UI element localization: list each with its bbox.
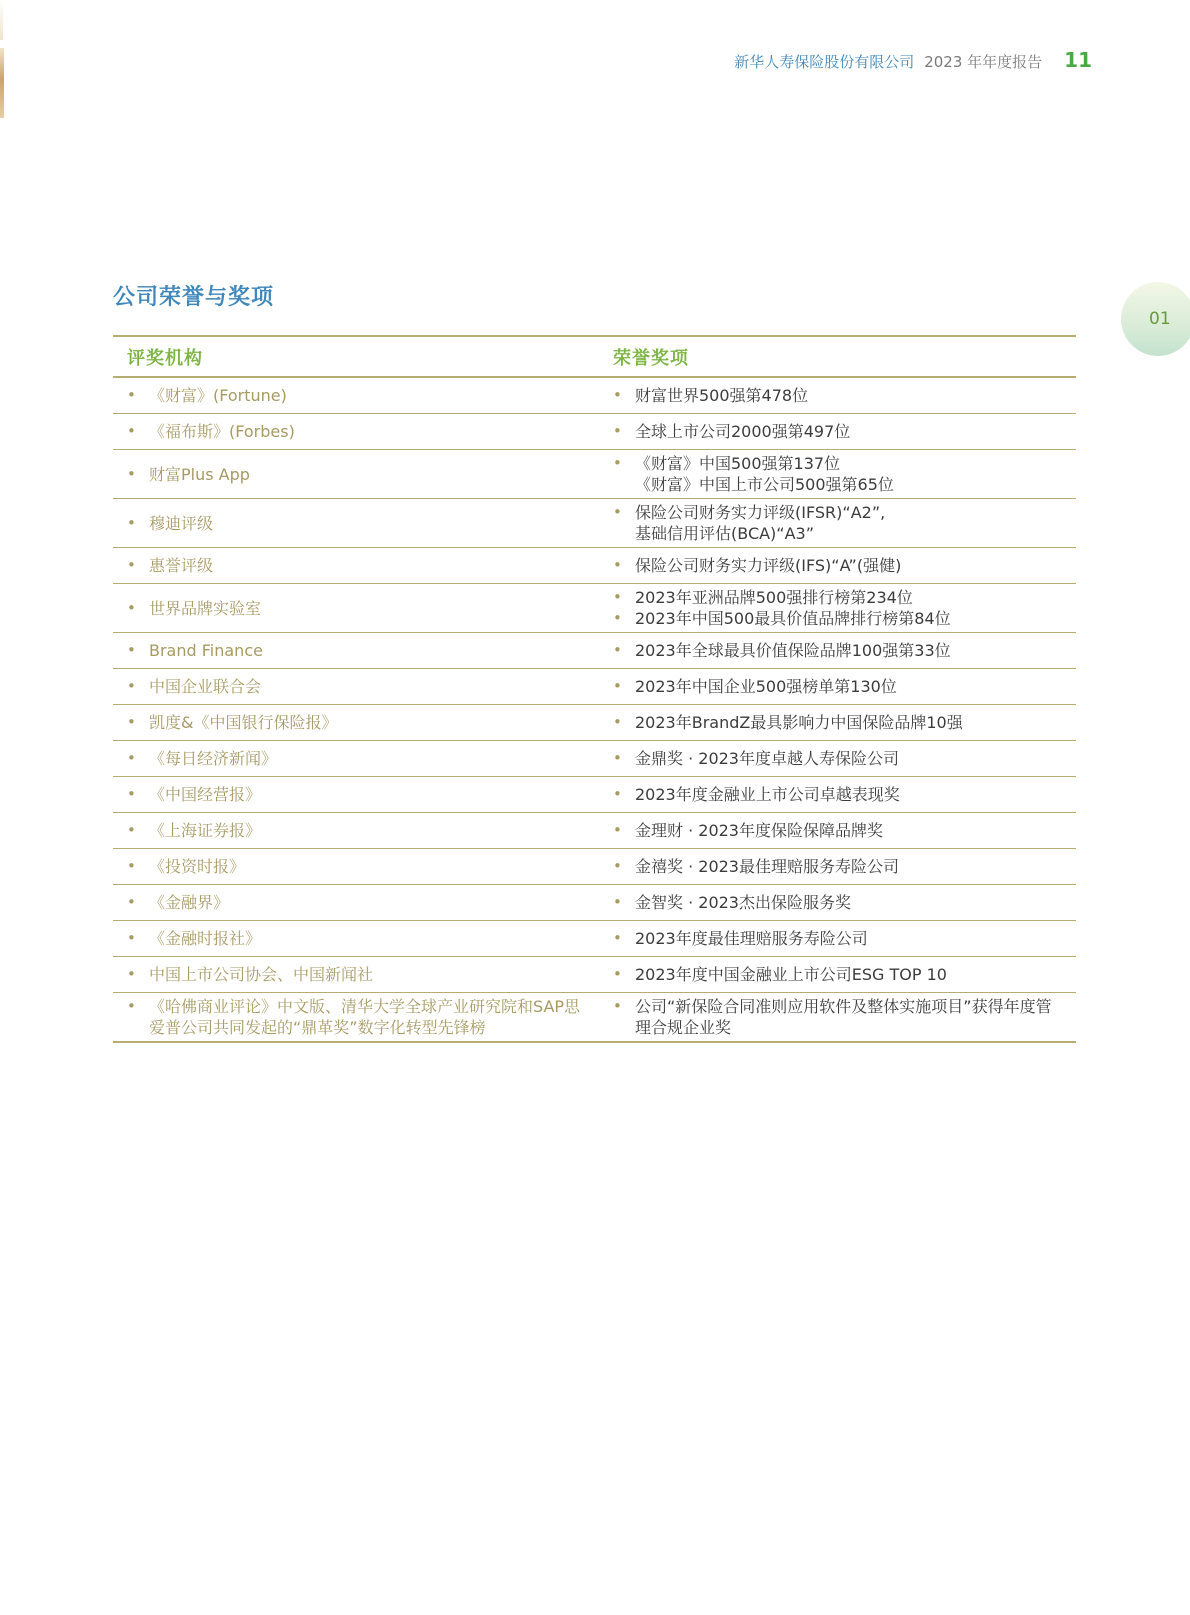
table-row [113, 669, 1076, 705]
award-cell [599, 669, 1076, 704]
table-row [113, 741, 1076, 777]
award-text [635, 587, 1076, 608]
table-row [113, 378, 1076, 414]
page-header [734, 48, 1092, 72]
table-row [113, 548, 1076, 584]
list-item [613, 502, 1076, 544]
list-item [613, 928, 1076, 949]
list-item [613, 856, 1076, 877]
chapter-tab[interactable] [1121, 282, 1190, 356]
organization-cell [113, 450, 593, 498]
table-row [113, 777, 1076, 813]
award-cell [599, 777, 1076, 812]
list-item [613, 385, 1076, 406]
award-text [635, 712, 1076, 733]
award-line: 2023年BrandZ最具影响力中国保险品牌10强 [635, 713, 963, 732]
table-row [113, 993, 1076, 1041]
organization-cell [113, 633, 593, 668]
table-body [113, 378, 1076, 1041]
table-row [113, 849, 1076, 885]
bullet-icon: • [613, 556, 622, 574]
list-item [127, 784, 593, 805]
bullet-icon: • [613, 454, 622, 472]
list-item [127, 464, 593, 485]
award-cell [599, 957, 1076, 992]
award-text [635, 676, 1076, 697]
header-company: 新华人寿保险股份有限公司 [734, 53, 915, 71]
bullet-icon: • [613, 997, 622, 1015]
list-item [127, 820, 593, 841]
bullet-icon: • [127, 749, 136, 767]
award-line: 2023年度中国金融业上市公司ESG TOP 10 [635, 965, 947, 984]
table-row [113, 705, 1076, 741]
organization-name: 《金融时报社》 [149, 929, 262, 948]
award-text [635, 748, 1076, 769]
organization-name: Brand Finance [149, 641, 263, 660]
organization-cell [113, 741, 593, 776]
organization-cell [113, 849, 593, 884]
organization-name: 《中国经营报》 [149, 785, 262, 804]
list-item [613, 587, 1076, 608]
table-row [113, 885, 1076, 921]
award-line: 2023年亚洲品牌500强排行榜第234位 [635, 588, 913, 607]
list-item [127, 856, 593, 877]
award-line: 《财富》中国上市公司500强第65位 [635, 475, 894, 494]
list-item [613, 996, 1076, 1038]
bullet-icon: • [613, 641, 622, 659]
award-line: 2023年中国企业500强榜单第130位 [635, 677, 897, 696]
award-line: 金智奖 · 2023杰出保险服务奖 [635, 893, 851, 912]
bullet-icon: • [613, 785, 622, 803]
organization-cell [113, 993, 593, 1041]
corner-decoration-top [0, 0, 3, 40]
organization-cell [113, 548, 593, 583]
award-line: 财富世界500强第478位 [635, 386, 809, 405]
organization-cell [113, 499, 593, 547]
list-item [127, 513, 593, 534]
bullet-icon: • [127, 821, 136, 839]
award-cell [599, 993, 1076, 1041]
award-cell [599, 450, 1076, 498]
award-cell [599, 741, 1076, 776]
award-text [635, 928, 1076, 949]
table-row [113, 499, 1076, 548]
list-item [613, 608, 1076, 629]
award-line: 金理财 · 2023年度保险保障品牌奖 [635, 821, 883, 840]
award-line: 保险公司财务实力评级(IFS)“A”(强健) [635, 556, 902, 575]
bullet-icon: • [127, 929, 136, 947]
bullet-icon: • [613, 609, 622, 627]
award-line: 《财富》中国500强第137位 [635, 454, 841, 473]
award-line: 基础信用评估(BCA)“A3” [635, 524, 815, 543]
award-text [635, 385, 1076, 406]
bullet-icon: • [127, 965, 136, 983]
table-row [113, 921, 1076, 957]
list-item [127, 555, 593, 576]
organization-cell [113, 378, 593, 413]
bullet-icon: • [127, 513, 136, 532]
bullet-icon: • [127, 556, 136, 574]
organization-name: 中国企业联合会 [149, 677, 262, 696]
list-item [127, 996, 593, 1038]
table-row [113, 957, 1076, 993]
bullet-icon: • [127, 785, 136, 803]
organization-name: 财富Plus App [149, 464, 250, 484]
bullet-icon: • [127, 386, 136, 404]
organization-cell [113, 669, 593, 704]
list-item [127, 598, 593, 619]
organization-name: 《上海证券报》 [149, 821, 262, 840]
award-text [635, 502, 1076, 544]
organization-cell [113, 885, 593, 920]
list-item [613, 820, 1076, 841]
organization-name: 中国上市公司协会、中国新闻社 [149, 965, 374, 984]
award-text [635, 892, 1076, 913]
organization-cell [113, 777, 593, 812]
list-item [613, 453, 1076, 495]
award-text [635, 608, 1076, 629]
bullet-icon: • [127, 422, 136, 440]
list-item [127, 892, 593, 913]
bullet-icon: • [127, 598, 136, 617]
award-line: 公司“新保险合同准则应用软件及整体实施项目”获得年度管理合规企业奖 [635, 997, 1052, 1037]
award-cell [599, 921, 1076, 956]
bullet-icon: • [127, 857, 136, 875]
award-text [635, 421, 1076, 442]
list-item [613, 712, 1076, 733]
award-text [635, 555, 1076, 576]
bullet-icon: • [613, 929, 622, 947]
award-cell [599, 885, 1076, 920]
list-item [613, 676, 1076, 697]
award-cell [599, 414, 1076, 449]
bullet-icon: • [613, 588, 622, 606]
list-item [613, 555, 1076, 576]
table-row [113, 813, 1076, 849]
organization-cell [113, 584, 593, 632]
header-organization: 评奖机构 [127, 347, 203, 369]
bullet-icon: • [127, 713, 136, 731]
bullet-icon: • [613, 821, 622, 839]
award-text [635, 996, 1076, 1038]
list-item [613, 748, 1076, 769]
list-item [127, 928, 593, 949]
award-text [635, 964, 1076, 985]
award-line: 全球上市公司2000强第497位 [635, 422, 851, 441]
bullet-icon: • [127, 464, 136, 483]
list-item [127, 676, 593, 697]
bullet-icon: • [127, 997, 136, 1015]
list-item [127, 712, 593, 733]
table-row [113, 584, 1076, 633]
table-row [113, 633, 1076, 669]
organization-cell [113, 414, 593, 449]
organization-name: 《每日经济新闻》 [149, 749, 278, 768]
organization-name: 《哈佛商业评论》中文版、清华大学全球产业研究院和SAP思爱普公司共同发起的“鼎革奖”数字化转型先锋榜 [149, 997, 581, 1037]
organization-name: 《金融界》 [149, 893, 230, 912]
list-item [613, 784, 1076, 805]
bullet-icon: • [127, 641, 136, 659]
list-item [613, 421, 1076, 442]
award-cell [599, 849, 1076, 884]
award-line: 2023年度金融业上市公司卓越表现奖 [635, 785, 900, 804]
bullet-icon: • [613, 749, 622, 767]
bullet-icon: • [613, 857, 622, 875]
list-item [127, 421, 593, 442]
bullet-icon: • [613, 677, 622, 695]
table-header [113, 337, 1076, 378]
bullet-icon: • [613, 386, 622, 404]
organization-cell [113, 813, 593, 848]
award-text [635, 784, 1076, 805]
award-cell [599, 378, 1076, 413]
organization-cell [113, 705, 593, 740]
chapter-tab-label: 01 [1149, 309, 1171, 329]
bullet-icon: • [127, 677, 136, 695]
award-line: 保险公司财务实力评级(IFSR)“A2”, [635, 503, 886, 522]
award-line: 2023年全球最具价值保险品牌100强第33位 [635, 641, 951, 660]
award-text [635, 453, 1076, 495]
organization-name: 《投资时报》 [149, 857, 246, 876]
organization-name: 《福布斯》(Forbes) [149, 422, 295, 441]
award-cell [599, 633, 1076, 668]
bullet-icon: • [613, 713, 622, 731]
organization-name: 《财富》(Fortune) [149, 386, 287, 405]
award-line: 2023年中国500最具价值品牌排行榜第84位 [635, 609, 951, 628]
organization-cell [113, 957, 593, 992]
organization-name: 凯度&《中国银行保险报》 [149, 713, 338, 732]
bullet-icon: • [613, 965, 622, 983]
table-row [113, 450, 1076, 499]
award-text [635, 856, 1076, 877]
organization-name: 惠誉评级 [149, 556, 214, 575]
list-item [127, 640, 593, 661]
header-report-title: 2023 年年度报告 [924, 53, 1043, 71]
organization-name: 世界品牌实验室 [149, 598, 262, 618]
section-title: 公司荣誉与奖项 [113, 285, 275, 310]
award-line: 金鼎奖 · 2023年度卓越人寿保险公司 [635, 749, 899, 768]
award-text [635, 640, 1076, 661]
organization-cell [113, 921, 593, 956]
award-line: 金禧奖 · 2023最佳理赔服务寿险公司 [635, 857, 899, 876]
page-number: 11 [1064, 48, 1092, 72]
award-cell [599, 813, 1076, 848]
award-line: 2023年度最佳理赔服务寿险公司 [635, 929, 868, 948]
bullet-icon: • [613, 893, 622, 911]
list-item [127, 385, 593, 406]
bullet-icon: • [613, 503, 622, 521]
award-text [635, 820, 1076, 841]
organization-name: 穆迪评级 [149, 513, 214, 533]
header-awards: 荣誉奖项 [613, 347, 689, 369]
table-row [113, 414, 1076, 450]
award-cell [599, 499, 1076, 547]
honors-table [113, 335, 1076, 1043]
award-cell [599, 548, 1076, 583]
list-item [613, 892, 1076, 913]
list-item [127, 964, 593, 985]
award-cell [599, 705, 1076, 740]
list-item [613, 964, 1076, 985]
award-cell [599, 584, 1076, 632]
bullet-icon: • [613, 422, 622, 440]
list-item [127, 748, 593, 769]
corner-decoration [0, 48, 4, 118]
bullet-icon: • [127, 893, 136, 911]
list-item [613, 640, 1076, 661]
